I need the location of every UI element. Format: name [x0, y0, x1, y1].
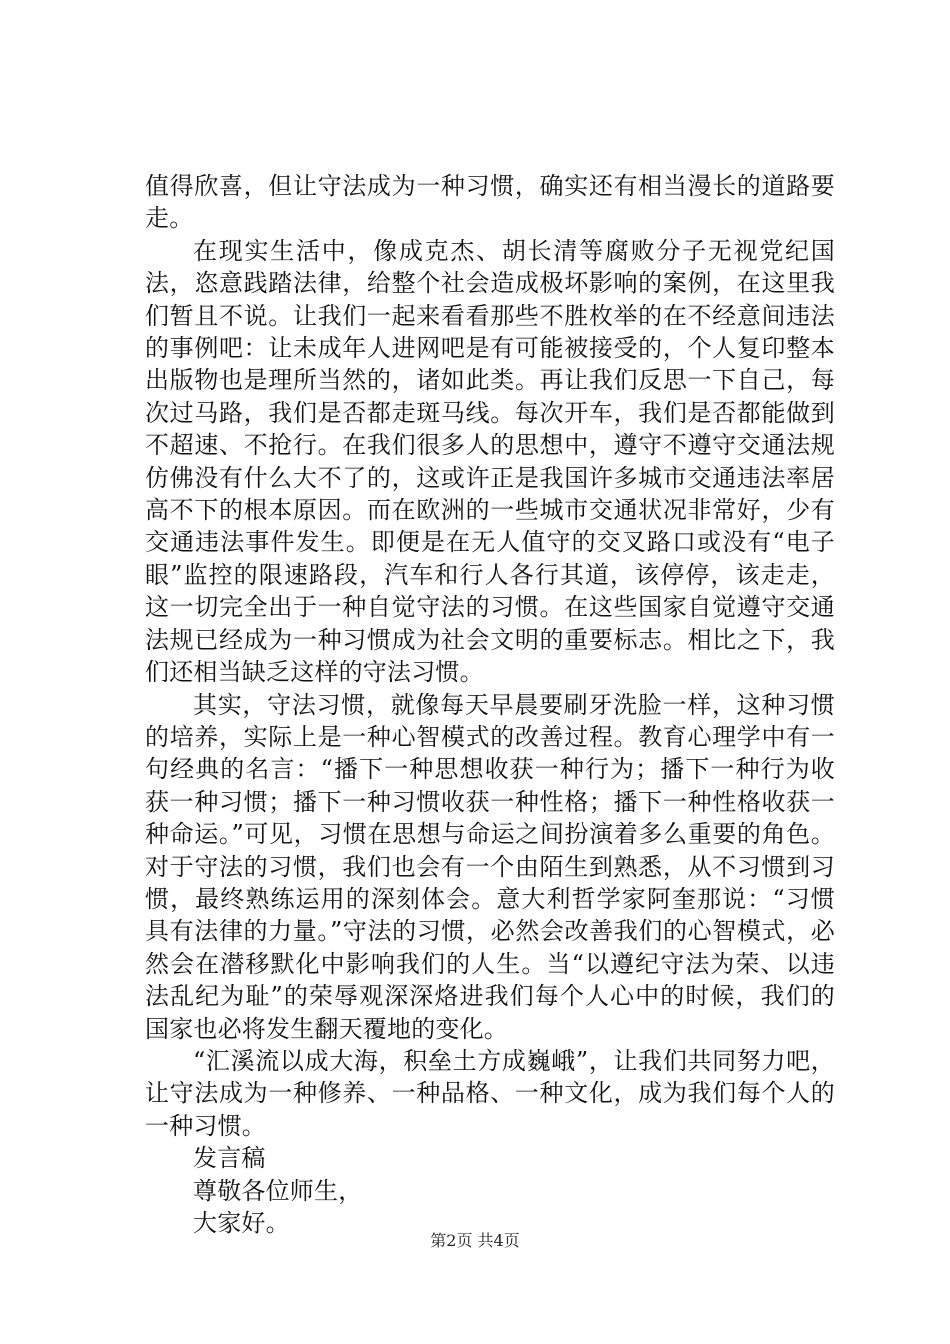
greeting: 大家好。 [193, 1209, 290, 1237]
salutation: 尊敬各位师生， [193, 1176, 363, 1205]
document-body [145, 170, 835, 1239]
paragraph-3: 其实，守法习惯，就像每天早晨要刷牙洗脸一样，这种习惯的培养，实际上是一种心智模式的改善过程。教育心理学中有一句经典的名言：“播下一种思想收获一种行为；播下一种行为收获一种习惯；播下一种习惯收获一种性格；播下一种性格收获一种命运。”可见，习惯在思想与命运之间扮演着多么重要的角色。对于守法的习惯，我们也会有一个由陌生到熟悉，从不习惯到习惯，最终熟练运用的深刻体会。意大利哲学家阿奎那说：“习惯具有法律的力量。”守法的习惯，必然会改善我们的心智模式，必然会在潜移默化中影响我们的人生。当“以遵纪守法为荣、以违法乱纪为耻”的荣辱观深深烙进我们每个人心中的时候，我们的国家也必将发生翻天覆地的变化。 [145, 690, 835, 1043]
paragraph-4: “汇溪流以成大海，积垒土方成巍峨”，让我们共同努力吧，让守法成为一种修养、一种品格、一种文化，成为我们每个人的一种习惯。 [145, 1046, 835, 1140]
page-footer: 第2页 共4页 [430, 1231, 520, 1250]
paragraph-1: 值得欣喜，但让守法成为一种习惯，确实还有相当漫长的道路要走。 [145, 172, 835, 233]
speech-title: 发言稿 [193, 1144, 266, 1173]
paragraph-2: 在现实生活中，像成克杰、胡长清等腐败分子无视党纪国法，恣意践踏法律，给整个社会造成极坏影响的案例，在这里我们暂且不说。让我们一起来看看那些不胜枚举的在不经意间违法的事例吧：让未成年人进网吧是有可能被接受的，个人复印整本出版物也是理所当然的，诸如此类。再让我们反思一下自己，每次过马路，我们是否都走斑马线。每次开车，我们是否都能做到不超速、不抢行。在我们很多人的思想中，遵守不遵守交通法规仿佛没有什么大不了的，这或许正是我国许多城市交通违法率居高不下的根本原因。而在欧洲的一些城市交通状况非常好，少有交通违法事件发生。即便是在无人值守的交叉路口或没有“电子眼”监控的限速路段，汽车和行人各行其道，该停停，该走走，这一切完全出于一种自觉守法的习惯。在这些国家自觉遵守交通法规已经成为一种习惯成为社会文明的重要标志。相比之下，我们还相当缺乏这样的守法习惯。 [145, 236, 835, 687]
